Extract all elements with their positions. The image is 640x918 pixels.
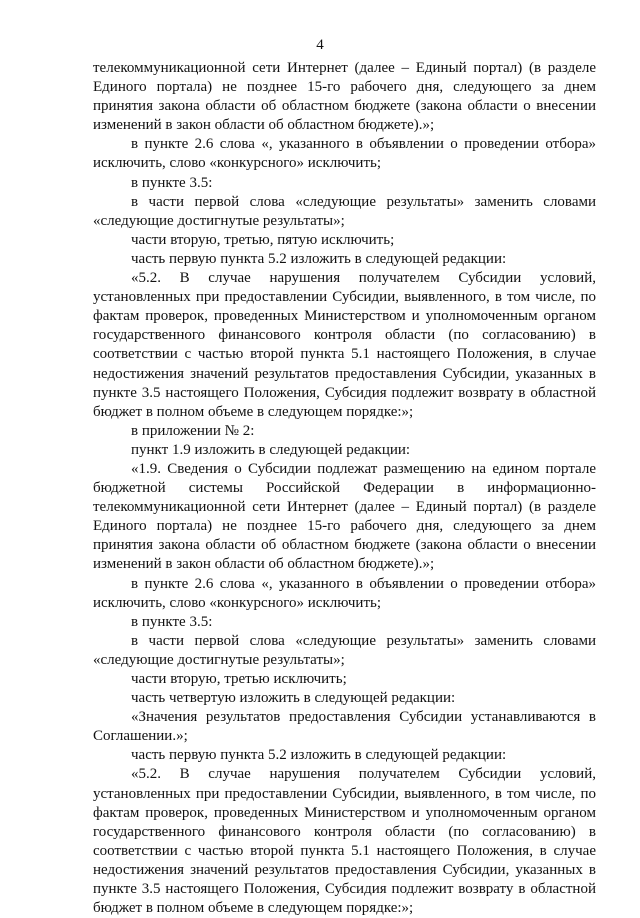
paragraph: «1.9. Сведения о Субсидии подлежат размещению на едином портале бюджетной системы Российской Федерации в информационно-телекоммуникационной сети Интернет (далее – Единый портал) (в разделе Единого портала) не позднее 15-го рабочего дня, следующего за днем принятия закона области об областном бюджете (закона области о внесении изменений в закон области об областном бюджете).»; bbox=[93, 460, 596, 573]
paragraph: часть первую пункта 5.2 изложить в следующей редакции: bbox=[131, 250, 507, 267]
paragraph: пункт 1.9 изложить в следующей редакции: bbox=[131, 441, 411, 458]
paragraph: часть четвертую изложить в следующей редакции: bbox=[131, 690, 456, 707]
page-number: 4 bbox=[316, 37, 324, 53]
paragraph: в пункте 3.5: bbox=[131, 613, 213, 630]
paragraph: «5.2. В случае нарушения получателем Субсидии условий, установленных при предоставлении Субсидии, выявленного, в том числе, по фактам проверок, проведенных Министерством и уполномоченным органом государственного финансового контроля области (по согласованию) в соответствии с частью второй пункта 5.1 настоящего Положения, в случае недостижения значений результатов предоставления Субсидии, указанных в пункте 3.5 настоящего Положения, Субсидия подлежит возврату в областной бюджет в полном объеме в следующем порядке:»; bbox=[93, 270, 596, 420]
paragraph: в части первой слова «следующие результаты» заменить словами «следующие достигнутые результаты»; bbox=[93, 193, 596, 229]
document-body bbox=[93, 59, 596, 918]
paragraph: в части первой слова «следующие результаты» заменить словами «следующие достигнутые результаты»; bbox=[93, 632, 596, 668]
paragraph: в приложении № 2: bbox=[131, 422, 255, 439]
paragraph: «5.2. В случае нарушения получателем Субсидии условий, установленных при предоставлении Субсидии, выявленного, в том числе, по фактам проверок, проведенных Министерством и уполномоченным органом государственного финансового контроля области (по согласованию) в соответствии с частью второй пункта 5.1 настоящего Положения, в случае недостижения значений результатов предоставления Субсидии, указанных в пункте 3.5 настоящего Положения, Субсидия подлежит возврату в областной бюджет в полном объеме в следующем порядке:»; bbox=[93, 766, 596, 917]
paragraph: в пункте 3.5: bbox=[131, 174, 213, 191]
paragraph: телекоммуникационной сети Интернет (далее – Единый портал) (в разделе Единого портала) не позднее 15-го рабочего дня, следующего за днем принятия закона области об областном бюджете (закона области о внесении изменений в закон области об областном бюджете).»; bbox=[93, 60, 596, 134]
paragraph: в пункте 2.6 слова «, указанного в объявлении о проведении отбора» исключить, слово «конкурсного» исключить; bbox=[93, 136, 596, 172]
paragraph: части вторую, третью исключить; bbox=[131, 671, 347, 687]
paragraph: в пункте 2.6 слова «, указанного в объявлении о проведении отбора» исключить, слово «конкурсного» исключить; bbox=[93, 575, 596, 611]
paragraph: части вторую, третью, пятую исключить; bbox=[131, 231, 395, 248]
paragraph: «Значения результатов предоставления Субсидии устанавливаются в Соглашении.»; bbox=[93, 709, 596, 745]
paragraph: часть первую пункта 5.2 изложить в следующей редакции: bbox=[131, 747, 507, 764]
